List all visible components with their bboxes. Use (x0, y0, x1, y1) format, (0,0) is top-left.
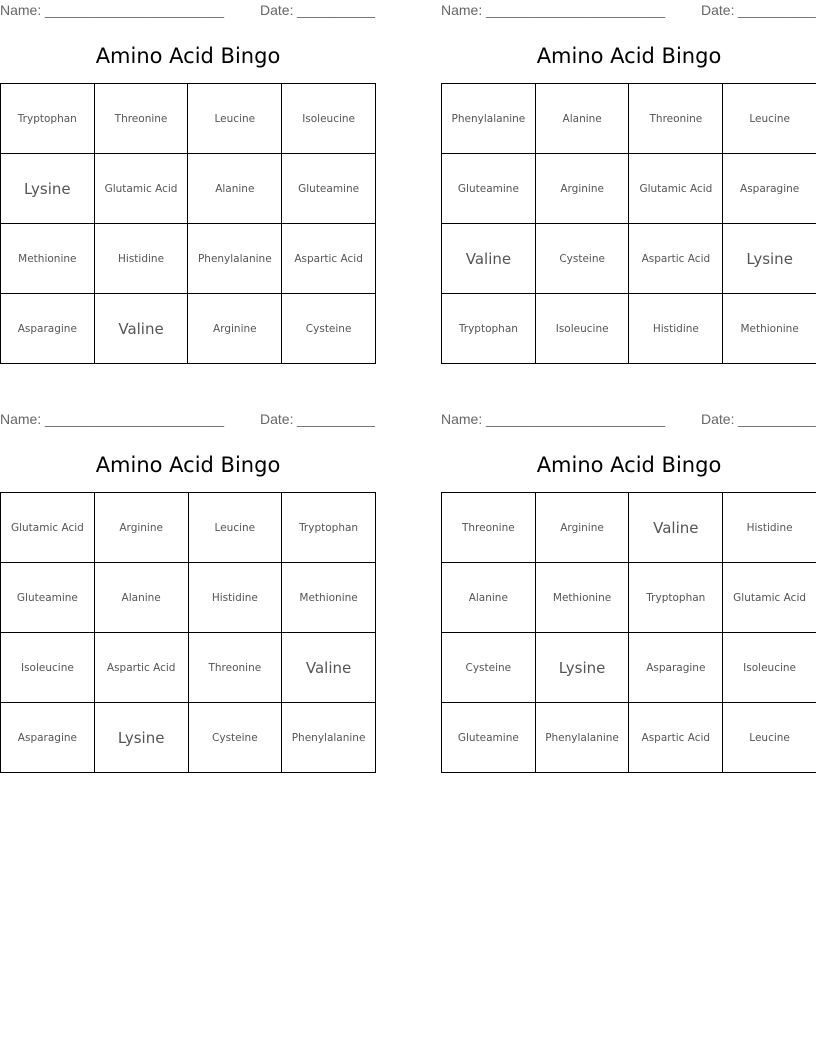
bingo-cell: Valine (94, 294, 188, 364)
bingo-cell: Glutamic Acid (629, 154, 723, 224)
name-line[interactable]: _______________________ (45, 411, 225, 427)
card-title: Amino Acid Bingo (95, 453, 281, 477)
bingo-cell: Cysteine (282, 294, 376, 364)
grid-row (1, 703, 376, 773)
bingo-grid (441, 83, 816, 364)
grid-row (1, 154, 376, 224)
date-line[interactable]: __________ (738, 411, 816, 427)
date-line[interactable]: __________ (738, 2, 816, 18)
bingo-cell: Lysine (535, 633, 629, 703)
bingo-cell: Gluteamine (442, 154, 536, 224)
bingo-cell: Tryptophan (1, 84, 95, 154)
name-line[interactable]: _______________________ (486, 411, 666, 427)
bingo-cell: Valine (442, 224, 536, 294)
bingo-cell: Alanine (442, 563, 536, 633)
bingo-cell: Cysteine (188, 703, 282, 773)
bingo-cell: Tryptophan (282, 493, 376, 563)
bingo-cell: Aspartic Acid (94, 633, 188, 703)
name-label: Name: (0, 2, 42, 18)
bingo-cell: Histidine (629, 294, 723, 364)
grid-row (442, 294, 816, 364)
bingo-cell: Leucine (188, 493, 282, 563)
date-line[interactable]: __________ (297, 411, 375, 427)
bingo-cell: Asparagine (723, 154, 816, 224)
name-label: Name: (441, 2, 483, 18)
bingo-grid (0, 492, 376, 773)
bingo-cell: Alanine (188, 154, 282, 224)
grid-row (442, 224, 816, 294)
bingo-cell: Threonine (629, 84, 723, 154)
grid-row (442, 563, 816, 633)
bingo-cell: Valine (282, 633, 376, 703)
bingo-cell: Asparagine (1, 294, 95, 364)
grid-row (442, 493, 816, 563)
bingo-cell: Glutamic Acid (1, 493, 95, 563)
grid-row (1, 633, 376, 703)
bingo-cell: Aspartic Acid (629, 703, 723, 773)
grid-row (1, 84, 376, 154)
bingo-cell: Gluteamine (442, 703, 536, 773)
bingo-cell: Arginine (535, 493, 629, 563)
name-date-row (0, 0, 376, 22)
name-line[interactable]: _______________________ (45, 2, 225, 18)
bingo-cell: Threonine (188, 633, 282, 703)
bingo-cell: Tryptophan (629, 563, 723, 633)
grid-row (1, 493, 376, 563)
bingo-cell: Isoleucine (723, 633, 816, 703)
bingo-cell: Arginine (188, 294, 282, 364)
bingo-cell: Threonine (442, 493, 536, 563)
grid-row (442, 703, 816, 773)
grid-row (1, 294, 376, 364)
bingo-cell: Methionine (723, 294, 816, 364)
bingo-cell: Alanine (94, 563, 188, 633)
bingo-cell: Valine (629, 493, 723, 563)
bingo-cell: Glutamic Acid (94, 154, 188, 224)
bingo-grid (0, 83, 376, 364)
date-label: Date: (260, 411, 294, 427)
bingo-cell: Phenylalanine (535, 703, 629, 773)
card-title: Amino Acid Bingo (536, 44, 722, 68)
name-label: Name: (0, 411, 42, 427)
name-date-row (441, 409, 816, 431)
bingo-cell: Cysteine (442, 633, 536, 703)
grid-row (442, 633, 816, 703)
date-label: Date: (701, 411, 735, 427)
bingo-cell: Arginine (94, 493, 188, 563)
bingo-cell: Leucine (188, 84, 282, 154)
bingo-cell: Isoleucine (282, 84, 376, 154)
grid-row (1, 224, 376, 294)
bingo-cell: Gluteamine (282, 154, 376, 224)
bingo-cell: Threonine (94, 84, 188, 154)
bingo-cell: Leucine (723, 84, 816, 154)
bingo-cell: Histidine (188, 563, 282, 633)
grid-row (442, 154, 816, 224)
date-label: Date: (701, 2, 735, 18)
bingo-grid (441, 492, 816, 773)
bingo-cell: Lysine (94, 703, 188, 773)
bingo-cell: Isoleucine (535, 294, 629, 364)
bingo-cell: Cysteine (535, 224, 629, 294)
bingo-cell: Lysine (1, 154, 95, 224)
bingo-cell: Gluteamine (1, 563, 95, 633)
bingo-cell: Isoleucine (1, 633, 95, 703)
card-title: Amino Acid Bingo (95, 44, 281, 68)
bingo-cell: Glutamic Acid (723, 563, 816, 633)
grid-row (442, 84, 816, 154)
bingo-cell: Alanine (535, 84, 629, 154)
date-label: Date: (260, 2, 294, 18)
bingo-cell: Phenylalanine (442, 84, 536, 154)
bingo-cell: Asparagine (1, 703, 95, 773)
date-line[interactable]: __________ (297, 2, 375, 18)
bingo-cell: Methionine (282, 563, 376, 633)
bingo-cell: Aspartic Acid (629, 224, 723, 294)
bingo-cell: Arginine (535, 154, 629, 224)
bingo-cell: Asparagine (629, 633, 723, 703)
card-title: Amino Acid Bingo (536, 453, 722, 477)
bingo-cell: Phenylalanine (188, 224, 282, 294)
bingo-cell: Aspartic Acid (282, 224, 376, 294)
bingo-cell: Phenylalanine (282, 703, 376, 773)
bingo-cell: Methionine (1, 224, 95, 294)
bingo-cell: Histidine (723, 493, 816, 563)
grid-row (1, 563, 376, 633)
bingo-cell: Lysine (723, 224, 816, 294)
bingo-cell: Leucine (723, 703, 816, 773)
bingo-cell: Tryptophan (442, 294, 536, 364)
bingo-cell: Methionine (535, 563, 629, 633)
bingo-cell: Histidine (94, 224, 188, 294)
name-line[interactable]: _______________________ (486, 2, 666, 18)
name-date-row (0, 409, 376, 431)
name-date-row (441, 0, 816, 22)
name-label: Name: (441, 411, 483, 427)
